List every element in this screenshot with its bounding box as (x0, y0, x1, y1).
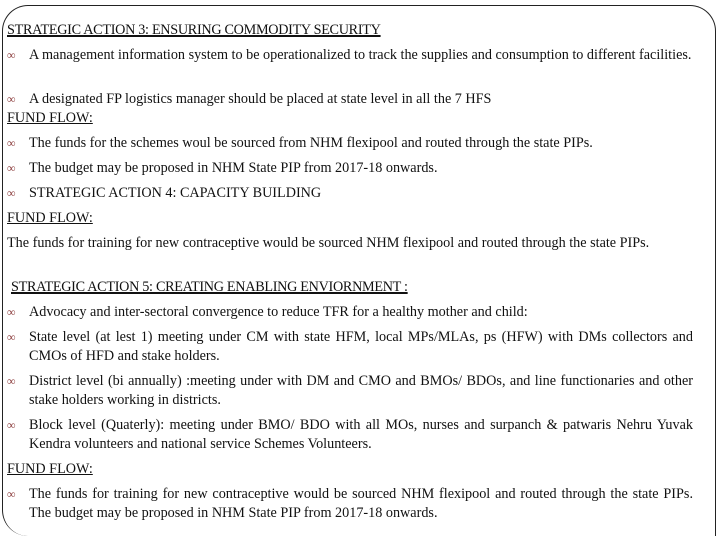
bullet-text: The funds for training for new contraceptive would be sourced NHM flexipool and routed through the state PIPs. The budget may be proposed in NHM State PIP from 2017-18 onwards. (29, 486, 693, 521)
bullet-item (7, 485, 693, 523)
slide-frame (2, 5, 716, 536)
bullet-text: Advocacy and inter-sectoral convergence to reduce TFR for a healthy mother and child: (29, 304, 528, 320)
bullet-icon: ∞ (7, 92, 16, 106)
bullet-item (7, 372, 693, 410)
paragraph: The funds for training for new contraceptive would be sourced NHM flexipool and routed through the state PIPs. (7, 235, 650, 251)
bullet-icon: ∞ (7, 330, 16, 344)
bullet-text: A management information system to be operationalized to track the supplies and consumption to different facilities. (29, 47, 692, 63)
bullet-item (7, 90, 693, 109)
subheading: FUND FLOW: (7, 210, 93, 226)
bullet-icon: ∞ (7, 186, 16, 200)
bullet-text: State level (at lest 1) meeting under CM with state HFM, local MPs/MLAs, ps (HFW) with DMs collectors and CMOs of HFD and stake holders. (29, 329, 693, 364)
bullet-icon: ∞ (7, 487, 16, 501)
bullet-icon: ∞ (7, 418, 16, 432)
bullet-text: District level (bi annually) :meeting under with DM and CMO and BMOs/ BDOs, and line functionaries and other stake holders working in districts. (29, 373, 693, 408)
subheading: FUND FLOW: (7, 110, 93, 126)
bullet-item (7, 46, 693, 65)
bullet-text: The funds for the schemes woul be sourced from NHM flexipool and routed through the state PIPs. (29, 135, 593, 151)
bullet-text: A designated FP logistics manager should be placed at state level in all the 7 HFS (29, 91, 492, 107)
bullet-text: The budget may be proposed in NHM State PIP from 2017-18 onwards. (29, 160, 438, 176)
bullet-item (7, 134, 693, 153)
bullet-icon: ∞ (7, 136, 16, 150)
bullet-icon: ∞ (7, 48, 16, 62)
bullet-item (7, 184, 693, 203)
bullet-item (7, 303, 693, 322)
bullet-item (7, 159, 693, 178)
bullet-text: STRATEGIC ACTION 4: CAPACITY BUILDING (29, 185, 322, 201)
bullet-icon: ∞ (7, 305, 16, 319)
subheading: FUND FLOW: (7, 461, 93, 477)
bullet-text: Block level (Quaterly): meeting under BMO/ BDO with all MOs, nurses and surpanch & patwaris Nehru Yuvak Kendra volunteers and national service Schemes Volunteers. (29, 417, 693, 452)
bullet-icon: ∞ (7, 374, 16, 388)
heading: STRATEGIC ACTION 3: ENSURING COMMODITY SECURITY (7, 22, 381, 38)
bullet-item (7, 416, 693, 454)
heading: STRATEGIC ACTION 5: CREATING ENABLING ENVIORNMENT : (11, 279, 408, 295)
bullet-item (7, 328, 693, 366)
bullet-icon: ∞ (7, 161, 16, 175)
